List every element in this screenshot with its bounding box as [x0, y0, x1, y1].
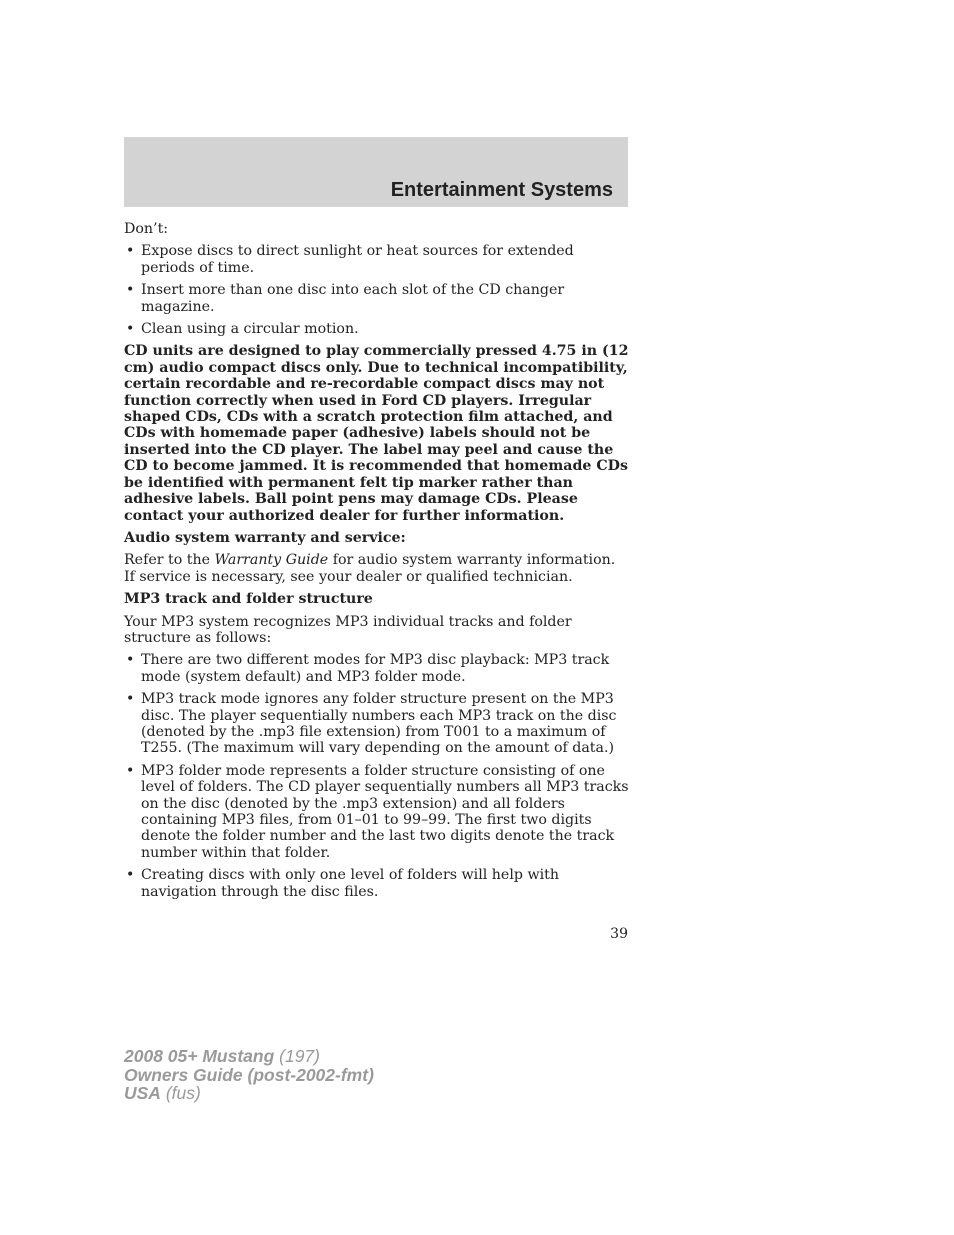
section-title: Entertainment Systems [390, 179, 613, 201]
mp3-intro: Your MP3 system recognizes MP3 individual tracks and folder structure as follows: [124, 613, 572, 646]
list-item: • Insert more than one disc into each slot of the CD changer magazine. [124, 282, 630, 315]
warranty-heading: Audio system warranty and service: [124, 529, 406, 546]
footer-line-1 [124, 1047, 374, 1066]
footer-market: USA [124, 1083, 161, 1103]
warranty-text-before: Refer to the [124, 552, 215, 569]
dont-heading: Don’t: [124, 221, 169, 237]
list-item: • Clean using a circular motion. [124, 321, 630, 337]
list-item: • Expose discs to direct sunlight or heat sources for extended periods of time. [124, 243, 630, 276]
warranty-guide-title: Warranty Guide [214, 552, 329, 569]
section-header-band [124, 137, 628, 207]
cd-notice: CD units are designed to play commercially pressed 4.75 in (12 cm) audio compact discs only. Due to technical incompatibility, certain recordable and re-recordable compact discs may not function correctly when used in Ford CD players. Irregular shaped CDs, CDs with a scratch protection film attached, and CDs with homemade paper (adhesive) labels should not be inserted into the CD player. The label may peel and cause the CD to become jammed. It is recommended that homemade CDs be identified with permanent felt tip marker rather than adhesive labels. Ball point pens may damage CDs. Please contact your authorized dealer for further information. [124, 343, 629, 524]
dont-list [124, 243, 630, 337]
footer-line-3 [124, 1084, 374, 1103]
warranty-text-after: for audio system warranty information. If service is necessary, see your dealer or qualified technician. [124, 552, 616, 585]
mp3-heading: MP3 track and folder structure [124, 591, 373, 608]
list-item: • MP3 track mode ignores any folder structure present on the MP3 disc. The player sequentially numbers each MP3 track on the disc (denoted by the .mp3 file extension) from T001 to a maximum of T255. (The maximum will vary depending on the amount of data.) [124, 691, 630, 757]
footer-line-2 [124, 1066, 374, 1085]
warranty-paragraph [124, 552, 630, 585]
footer-market-code: (fus) [160, 1083, 201, 1103]
page-content [124, 221, 630, 906]
footer-model-code: (197) [274, 1046, 320, 1066]
document-footer [124, 1047, 374, 1103]
page-number: 39 [610, 926, 628, 942]
list-item: • There are two different modes for MP3 disc playback: MP3 track mode (system default) and MP3 folder mode. [124, 652, 630, 685]
list-item: • MP3 folder mode represents a folder structure consisting of one level of folders. The CD player sequentially numbers all MP3 tracks on the disc (denoted by the .mp3 extension) and all folders containing MP3 files, from 01–01 to 99–99. The first two digits denote the folder number and the last two digits denote the track number within that folder. [124, 763, 630, 861]
mp3-list [124, 652, 630, 900]
list-item: • Creating discs with only one level of folders will help with navigation through the disc files. [124, 867, 630, 900]
footer-guide: Owners Guide (post-2002-fmt) [124, 1064, 374, 1085]
footer-model: 2008 05+ Mustang [124, 1046, 275, 1066]
